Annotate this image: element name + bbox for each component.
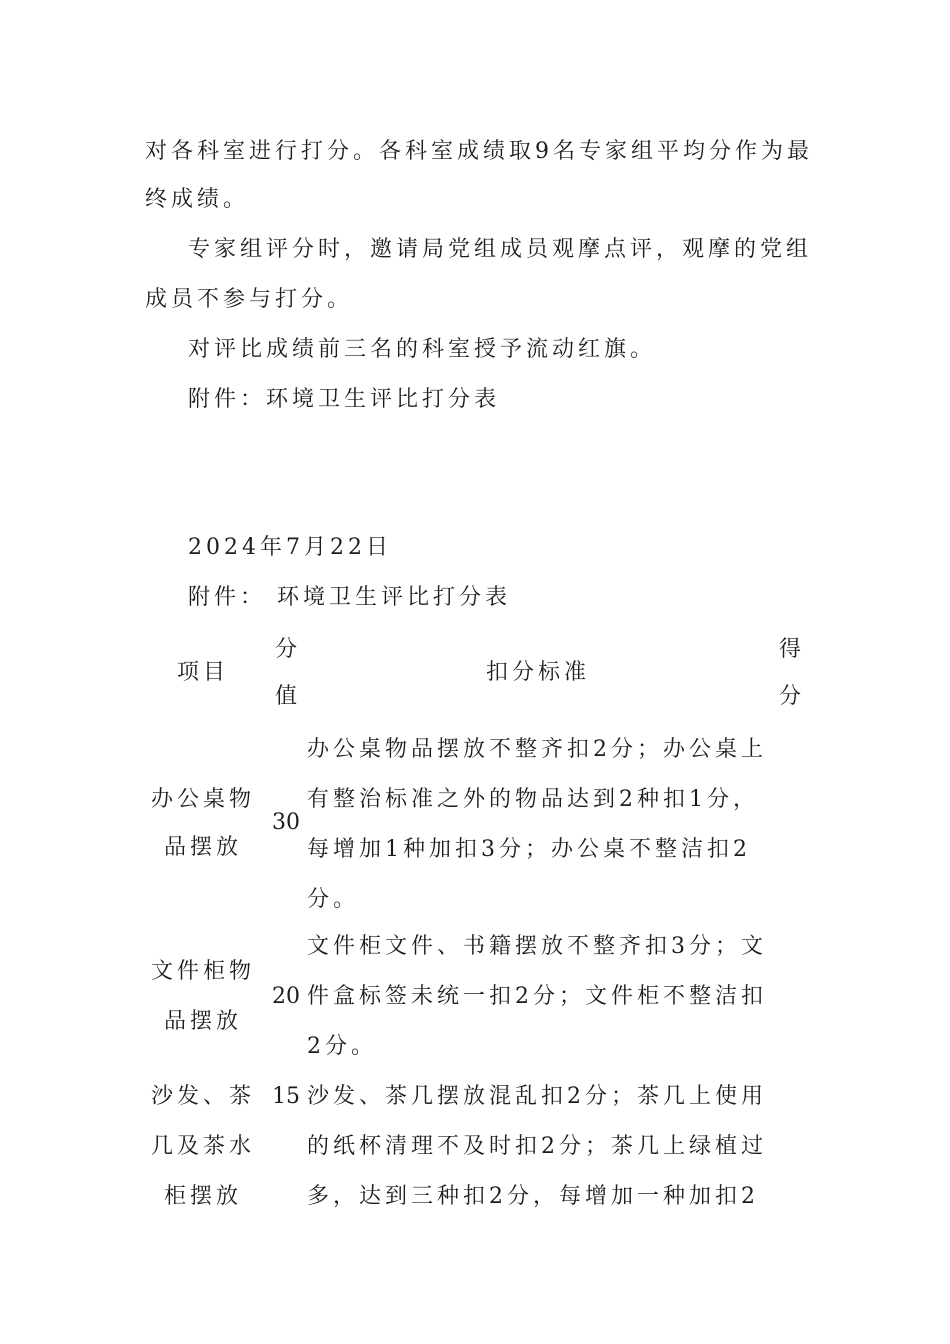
row-value: 30 — [272, 810, 300, 835]
row-item: 几及茶水 — [150, 1134, 255, 1159]
row-criteria: 件盒标签未统一扣2分；文件柜不整洁扣 — [307, 984, 767, 1009]
body-line: 专家组评分时，邀请局党组成员观摩点评，观摩的党组 — [188, 237, 813, 262]
body-line: 终成绩。 — [145, 187, 250, 212]
header-item: 项目 — [176, 660, 229, 685]
row-criteria: 文件柜文件、书籍摆放不整齐扣3分；文 — [307, 934, 767, 959]
header-value: 分 — [274, 637, 297, 662]
document-date: 2024年7月22日 — [188, 535, 392, 560]
row-item: 文件柜物 — [150, 959, 255, 984]
row-criteria: 的纸杯清理不及时扣2分；茶几上绿植过 — [307, 1134, 767, 1159]
row-criteria: 分。 — [307, 887, 360, 912]
header-score: 得 — [778, 637, 801, 662]
header-value: 值 — [274, 684, 297, 709]
row-item: 品摆放 — [163, 835, 242, 860]
body-line: 成员不参与打分。 — [145, 287, 354, 312]
row-criteria: 办公桌物品摆放不整齐扣2分；办公桌上 — [307, 737, 767, 762]
row-criteria: 有整治标准之外的物品达到2种扣1分， — [307, 787, 759, 812]
header-criteria: 扣分标准 — [485, 660, 590, 685]
body-line: 对各科室进行打分。各科室成绩取9名专家组平均分作为最 — [145, 139, 813, 164]
row-value: 15 — [272, 1084, 300, 1109]
row-criteria: 多，达到三种扣2分，每增加一种加扣2 — [307, 1184, 759, 1209]
row-item: 品摆放 — [163, 1009, 242, 1034]
attachment-title: 附件： 环境卫生评比打分表 — [188, 585, 511, 610]
body-line: 对评比成绩前三名的科室授予流动红旗。 — [188, 337, 657, 362]
row-item: 沙发、茶 — [150, 1084, 255, 1109]
row-item: 办公桌物 — [150, 787, 255, 812]
row-item: 柜摆放 — [163, 1184, 242, 1209]
row-criteria: 沙发、茶几摆放混乱扣2分；茶几上使用 — [307, 1084, 767, 1109]
row-criteria: 每增加1种加扣3分；办公桌不整洁扣2 — [307, 837, 751, 862]
row-criteria: 2分。 — [307, 1034, 377, 1059]
header-score: 分 — [778, 684, 801, 709]
body-line: 附件：环境卫生评比打分表 — [188, 387, 501, 412]
row-value: 20 — [272, 984, 300, 1009]
